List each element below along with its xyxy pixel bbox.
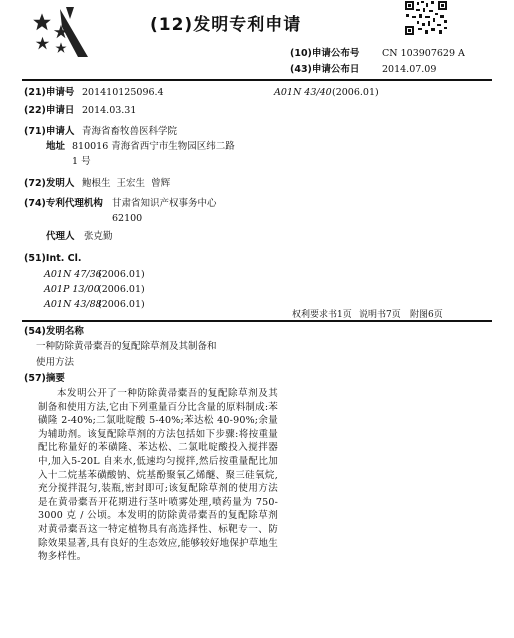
section-rule xyxy=(22,320,492,322)
pub-no: CN 103907629 A xyxy=(382,48,465,59)
applicant: 青海省畜牧兽医科学院 xyxy=(82,126,178,137)
agency-label: (74)专利代理机构 xyxy=(24,198,103,209)
pub-date-label: (43)申请公布日 xyxy=(290,64,360,75)
app-no: 201410125096.4 xyxy=(82,87,164,98)
filing-date: 2014.03.31 xyxy=(82,105,137,116)
inventors: 鲍根生 王宏生 曾辉 xyxy=(82,178,171,189)
inventor-label: (72)发明人 xyxy=(24,178,75,189)
qr-code-icon xyxy=(404,0,448,36)
pub-no-label: (10)申请公布号 xyxy=(290,48,360,59)
address-label: 地址 xyxy=(46,141,66,152)
filing-label: (22)申请日 xyxy=(24,105,75,116)
ipc-main-code: A01N 43/40 xyxy=(274,87,332,98)
agency: 甘肃省知识产权事务中心 xyxy=(112,198,217,209)
intcl-version: (2006.01) xyxy=(98,269,145,280)
ipc-main-version: (2006.01) xyxy=(332,87,379,98)
invention-name-line2: 使用方法 xyxy=(36,357,75,368)
intcl-code: A01N 43/88 xyxy=(44,299,102,310)
intcl-version: (2006.01) xyxy=(98,299,145,310)
invention-name-line1: 一种防除黄帚橐吾的复配除草剂及其制备和 xyxy=(36,341,217,352)
abstract-text: 本发明公开了一种防除黄帚橐吾的复配除草剂及其制备和使用方法,它由下列重量百分比含量的原料制成:苯磺隆 2-40%;二氯吡啶酸 5-40%;苯达松 40-90%;余量为辅助剂。该复配除草剂的方法包括如下步骤:将按重量配比称量好的苯磺隆、苯达松、二氯吡啶酸投入搅拌器中,加入5-20L 自来水,低速均匀搅拌,然后按重量配比加入十二烷基苯磺酸钠、烷基酚聚氧乙烯醚、聚三硅氧烷,充分搅拌混匀,装瓶,密封即可;该复配除草剂的使用方法是在黄帚橐吾开花期进行茎叶喷雾处理,喷药量为 750-3000 克 / 公顷。本发明的防除黄帚橐吾的复配除草剂对黄帚橐吾这一特定植物具有高选择性、标靶专一、防除效果显著,具有良好的生态效应,能够较好地保护草地生物多样性。 xyxy=(38,388,278,563)
applicant-label: (71)申请人 xyxy=(24,126,75,137)
intcl-version: (2006.01) xyxy=(98,284,145,295)
intcl-label: (51)Int. Cl. xyxy=(24,253,82,264)
abstract-label: (57)摘要 xyxy=(24,373,65,384)
app-no-label: (21)申请号 xyxy=(24,87,75,98)
claims-pages: 权利要求书1页 xyxy=(292,310,352,320)
description-pages: 说明书7页 xyxy=(359,310,401,320)
intcl-code: A01N 47/36 xyxy=(44,269,102,280)
header-rule xyxy=(22,79,492,81)
document-title: (12)发明专利申请 xyxy=(150,15,302,35)
invention-name-label: (54)发明名称 xyxy=(24,326,84,337)
pub-date: 2014.07.09 xyxy=(382,64,437,75)
agent: 张克勤 xyxy=(84,231,113,242)
intcl-code: A01P 13/00 xyxy=(44,284,100,295)
address-line1: 810016 青海省西宁市生物园区纬二路 xyxy=(72,141,235,152)
address-line2: 1 号 xyxy=(72,156,91,167)
agent-label: 代理人 xyxy=(46,231,75,242)
agency-code: 62100 xyxy=(112,213,143,224)
drawings-pages: 附图6页 xyxy=(410,310,443,320)
cnipa-emblem-logo xyxy=(30,5,92,61)
